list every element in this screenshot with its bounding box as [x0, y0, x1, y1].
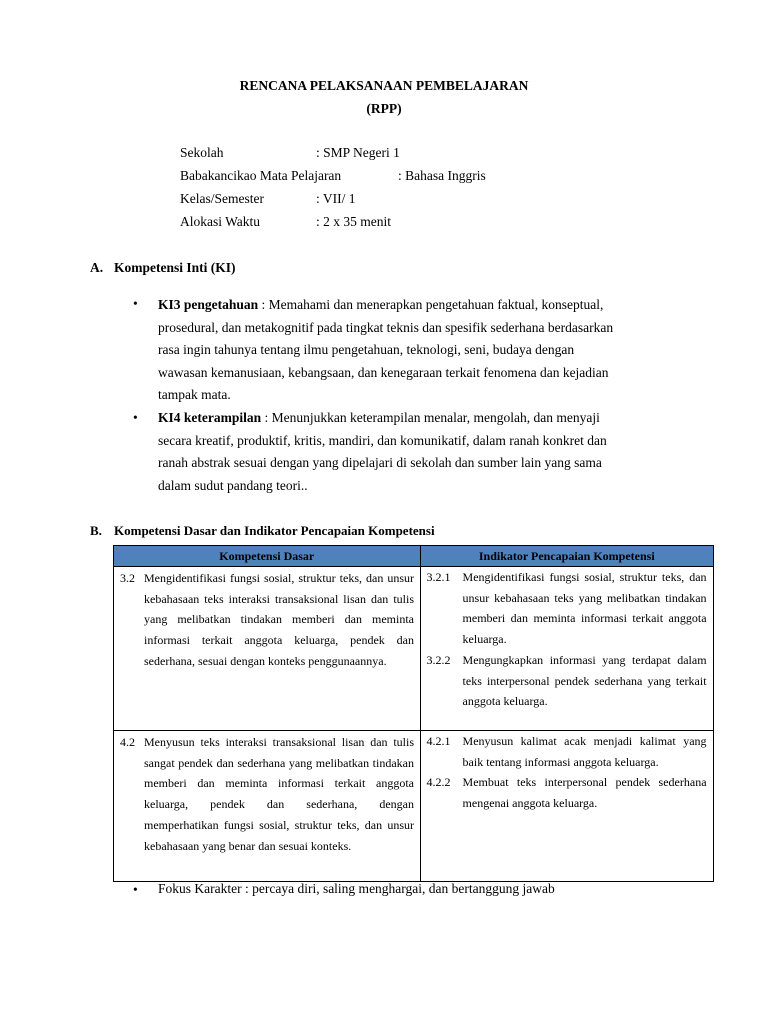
fokus-karakter: Fokus Karakter : percaya diri, saling menghargai, dan bertanggung jawab: [158, 881, 555, 896]
ki4-line: : Menunjukkan keterampilan menalar, mengolah, dan menyaji: [261, 410, 600, 425]
info-label: Kelas/Semester: [180, 191, 264, 206]
indicator-cell: [420, 567, 713, 731]
table-header-row: [114, 546, 714, 567]
info-row-mapel: [180, 168, 486, 184]
ki3-line: : Memahami dan menerapkan pengetahuan faktual, konseptual,: [258, 297, 604, 312]
info-value: : SMP Negeri 1: [316, 145, 400, 160]
ki3-line: rasa ingin tahunya tentang ilmu pengetahuan, teknologi, seni, budaya dengan: [158, 342, 575, 357]
info-label: Sekolah: [180, 145, 224, 160]
info-value: : VII/ 1: [316, 191, 356, 206]
bullet-icon: •: [133, 882, 138, 897]
bullet-ki3: [158, 294, 678, 407]
header-kompetensi-dasar: Kompetensi Dasar: [114, 546, 421, 567]
kd-text: Mengidentifikasi fungsi sosial, struktur teks, dan unsur kebahasaan teks interaksi transaksional lisan dan tulis yang melibatkan tindakan memberi dan meminta informasi terkait anggota keluarga, pendek dan sederhana, sesuai dengan konteks penggunaannya.: [144, 571, 414, 668]
bullet-icon: •: [133, 410, 138, 425]
doc-subtitle: (RPP): [366, 101, 402, 116]
kd-cell: [114, 731, 421, 882]
ki4-line: dalam sudut pandang teori..: [158, 477, 308, 493]
table-row: [114, 731, 714, 882]
ki3-line: prosedural, dan metakognitif pada tingkat teknis dan spesifik sederhana berdasarkan: [158, 319, 614, 335]
ki4-line: ranah abstrak sesuai dengan yang dipelajari di sekolah dan sumber lain yang sama: [158, 455, 602, 470]
info-row-alokasi: [180, 214, 391, 230]
info-value: : 2 x 35 menit: [316, 214, 391, 229]
section-a-letter: A.: [90, 260, 104, 275]
bullet-ki4: [158, 407, 678, 497]
table-row: [114, 567, 714, 731]
indicator-number: 4.2.1: [426, 734, 451, 748]
bullet-icon: •: [133, 296, 138, 311]
indicator-number: 4.2.2: [426, 775, 451, 790]
indicator-text: Mengidentifikasi fungsi sosial, struktur teks, dan unsur kebahasaan teks yang melibatkan tindakan memberi dan meminta informasi terkait anggota keluarga.: [462, 570, 707, 647]
indicator-number: 3.2.2: [426, 652, 451, 667]
section-b-letter: B.: [90, 523, 102, 538]
kd-number: 4.2: [120, 735, 135, 749]
info-label: Babakancikao Mata Pelajaran: [180, 168, 342, 183]
ki4-line: secara kreatif, produktif, kritis, mandiri, dan komunikatif, dalam ranah konkret dan: [158, 432, 607, 448]
info-value: : Bahasa Inggris: [398, 168, 486, 183]
indicator-text: Membuat teks interpersonal pendek sederhana mengenai anggota keluarga.: [462, 775, 707, 811]
ki3-line: tampak mata.: [158, 387, 231, 402]
ki3-line: wawasan kemanusiaan, kebangsaan, dan kenegaraan terkait fenomena dan kejadian: [158, 364, 609, 380]
kompetensi-table: [113, 545, 714, 882]
section-b-heading: Kompetensi Dasar dan Indikator Pencapaian Kompetensi: [114, 523, 435, 538]
section-a-heading: Kompetensi Inti (KI): [114, 260, 236, 275]
doc-title: RENCANA PELAKSANAAN PEMBELAJARAN: [239, 78, 529, 93]
ki3-term: KI3 pengetahuan: [158, 297, 259, 312]
indicator-text: Mengungkapkan informasi yang terdapat dalam teks interpersonal pendek sederhana yang terkait anggota keluarga.: [462, 652, 707, 709]
indicator-cell: [420, 731, 713, 882]
kd-text: Menyusun teks interaksi transaksional lisan dan tulis sangat pendek dan sederhana yang melibatkan tindakan memberi dan meminta informasi terkait anggota keluarga, pendek dan sederhana, dengan memperhatikan fungsi sosial, struktur teks, dan unsur kebahasaan yang benar dan sesuai konteks.: [144, 735, 414, 853]
info-row-kelas: [180, 191, 356, 207]
kd-cell: [114, 567, 421, 731]
kd-number: 3.2: [120, 571, 135, 585]
ki4-term: KI4 keterampilan: [158, 410, 262, 425]
indicator-text: Menyusun kalimat acak menjadi kalimat yang baik tentang informasi anggota keluarga.: [462, 734, 707, 769]
indicator-number: 3.2.1: [426, 570, 451, 584]
header-indikator: Indikator Pencapaian Kompetensi: [420, 546, 713, 567]
info-label: Alokasi Waktu: [180, 214, 261, 229]
info-row-sekolah: [180, 145, 400, 161]
